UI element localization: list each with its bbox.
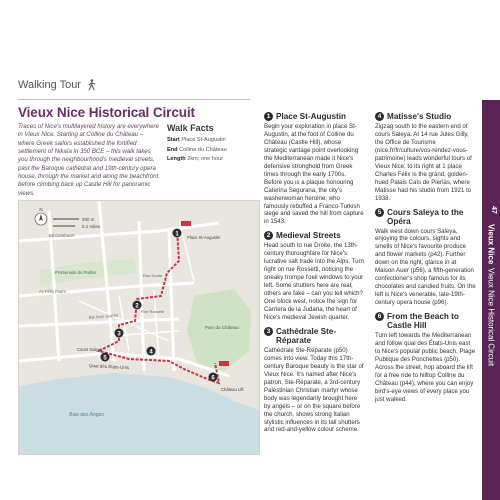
tour-label: [18, 79, 97, 91]
stop-heading-4: [375, 112, 476, 123]
label-parc: Parc du Château: [205, 325, 239, 330]
stop-title: Place St-Augustin: [276, 112, 347, 121]
svg-text:0.1 miles: 0.1 miles: [82, 224, 101, 229]
start-flag: [181, 221, 191, 226]
page-number: 47: [490, 206, 497, 214]
stop-body: Cathédrale Ste-Réparate (p50) comes into view. Today this 17th-century Baroque beauty is the star of Vieux Nice. It's named after Nice's patron, Ste-Réparate, a 3rd-century Palestinian Christian martyr whose body was legendarily brought here by angels – or on the square before the church, shows strong Italian stylistic influences in its tall shutters and red-and-yellow colour scheme.: [264, 346, 364, 434]
tour-title: Vieux Nice Historical Circuit: [18, 105, 195, 120]
label-cours-saleya: Cours Saleya: [77, 347, 103, 352]
side-section-label: [482, 224, 500, 366]
stop-number: 4: [375, 112, 384, 121]
stop-marker-6: [209, 373, 218, 382]
svg-text:5: 5: [103, 355, 107, 362]
svg-text:3: 3: [117, 331, 121, 338]
stop-body: Turn left towards the Mediterranean and follow quai des États-Unis east to Nice's popular public beach, Plage Publique des Ponchettes (p50). Across the street, hop aboard the lift for a free ride to hilltop Colline du Château (p44), where you can enjoy bird's-eye views of every place you just walked.: [375, 332, 476, 403]
fact-row: Start Place St-Augustin: [167, 137, 226, 143]
side-section-title: Vieux Nice: [486, 224, 496, 265]
stop-number: 1: [264, 112, 273, 121]
stop-number: 2: [264, 231, 273, 240]
svg-text:4: 4: [149, 349, 153, 356]
header-rule: [18, 99, 250, 100]
stop-title: From the Beach to Castle Hill: [387, 312, 459, 331]
label-baie: Baie des Anges: [69, 412, 104, 418]
walking-tour-map: [18, 200, 260, 455]
park-area: [187, 289, 251, 371]
stop-heading-6: [375, 312, 476, 332]
label-rue-rossetti: Rue Rossetti: [141, 309, 164, 314]
stop-heading-1: [264, 112, 365, 123]
label-place-st-augustin: Place St-Augustin: [187, 235, 221, 240]
stop-marker-4: [147, 347, 156, 356]
walker-icon: [87, 79, 97, 91]
label-chateau: Château Lift: [221, 387, 244, 392]
label-rue-droite: Rue Droite: [143, 273, 163, 278]
stop-number: 6: [375, 312, 384, 321]
stop-marker-3: [115, 329, 124, 338]
map-svg: [19, 201, 260, 455]
stop-body: Zigzag south to the eastern end of cours Saleya. At 14 rue Jules Gilly, the Office de Tourisme (nice.fr/fr/culture/vos-rendez-vous-patrimoine) leads wonderful tours of Vieux Nice; to its right at 1 place Charles Félix is the grand, golden-hued Palais Caïs de Pierlas, where Matisse had his studio from 1921 to 1938.: [375, 123, 472, 202]
label-quai: Quai des États-Unis: [88, 363, 130, 371]
stop-number: 5: [375, 208, 384, 217]
stop-body: Head south to rue Droite, the 13th-century thoroughfare for Nice's lucrative salt trade into the Alps. Turn right on rue Rossetti, noticing the sneaky trompe l'oeil windows to your left. Some shutters here are real, others are fake – can you tell which? One block west, notice the sign for Carriera de la Judaria, the heart of Nice's medieval Jewish quarter.: [264, 242, 364, 321]
svg-text:N: N: [39, 207, 43, 212]
intro-text: Traces of Nice's multilayered history are everywhere in Vieux Nice. Starting at Colline du Château – where Greek sailors established the fortified settlement of Nikaïa in 350 BCE – this walk takes you through the neighbourhood's medieval streets, past the Baroque cathedral and 19th-century opera house, through the market and along the beachfront, before climbing back up Castle Hill for panoramic views.: [18, 123, 160, 197]
svg-text:6: 6: [211, 375, 215, 382]
stops-column-left: [264, 112, 365, 439]
label-bd-jean-jaures: Bd Jean Jaurès: [88, 312, 119, 320]
stop-heading-3: [264, 327, 365, 347]
compass-icon: [35, 207, 47, 225]
stop-body: Walk west down cours Saleya, enjoying the colours, sights and smells of Nice's favourite produce and flower markets (p42). Further down on the right, glance in at Maison Auer (p56), a fifth-generation confectioner's shop famous for its chocolates and candied fruits. On the left is Nice's venerable, late-19th-century opera house (p96).: [375, 227, 476, 307]
stop-title: Cours Saleya to the Opéra: [387, 207, 464, 226]
svg-text:200 m: 200 m: [82, 217, 95, 222]
walk-facts-heading: Walk Facts: [167, 123, 214, 133]
stop-body: Begin your exploration in place St-Augustin, at the foot of Colline du Château (Castle Hill), whose strategic vantage point overlooking the Mediterranean made it Nice's defensive stronghold from Greek times through the early 1700s. Before you is a plaque honouring Caterina Segurana, the city's washerwoman heroine, who famously rebuffed a Franco-Turkish siege and saved the hill from capture in 1543.: [264, 123, 364, 226]
map-scale: [53, 217, 101, 229]
fact-row: Length 2km; one hour: [167, 156, 223, 163]
label-bd-carabacel: Bd Carabacel: [49, 233, 75, 238]
stop-title: Medieval Streets: [276, 231, 341, 241]
end-flag: [219, 361, 229, 366]
stop-marker-1: [173, 229, 182, 238]
svg-text:1: 1: [175, 231, 179, 238]
fact-row: End Colline du Château: [167, 146, 227, 153]
walk-facts: [167, 123, 257, 165]
stops-column-right: [375, 112, 476, 409]
stop-title: Matisse's Studio: [387, 112, 452, 121]
sea-area: [19, 373, 260, 455]
side-section-subtitle: Vieux Nice Historical Circuit: [486, 268, 496, 367]
stop-heading-5: [375, 208, 476, 228]
stop-number: 3: [264, 327, 273, 336]
stop-title: Cathédrale Ste-Réparate: [276, 326, 337, 345]
label-promenade: Promenade du Paillon: [55, 270, 97, 275]
svg-text:2: 2: [135, 303, 139, 310]
stop-heading-2: [264, 231, 365, 242]
stop-marker-5: [101, 353, 110, 362]
label-av-felix-faure: Av Félix Faure: [39, 289, 66, 294]
tour-label-text: Walking Tour: [18, 79, 81, 91]
